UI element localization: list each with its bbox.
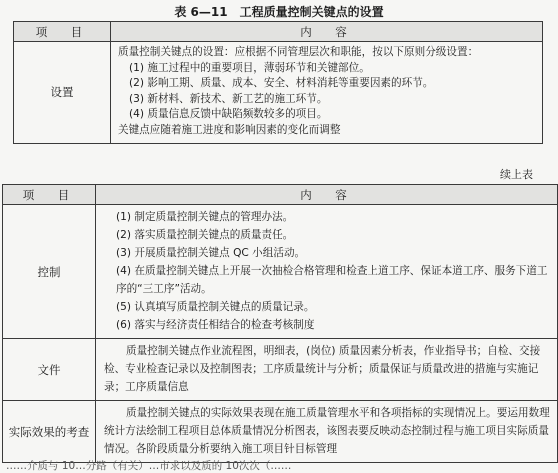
row-item-control: 控制: [3, 205, 96, 339]
continued-label: 续上表: [500, 168, 533, 181]
row-item-setting: 设置: [14, 42, 111, 144]
content-line: (2) 影响工期、质量、成本、安全、材料消耗等重要因素的环节。: [129, 77, 434, 90]
table-row: [14, 42, 543, 144]
row-item-documents: 文件: [3, 339, 96, 401]
row-item-effect-review: 实际效果的考查: [3, 401, 96, 463]
header-content: 内 容: [96, 185, 558, 205]
table-row: [3, 205, 558, 339]
content-line: (3) 开展质量控制关键点 QC 小组活动。: [116, 247, 306, 259]
content-line: (2) 落实质量控制关键点的质量责任。: [116, 229, 294, 241]
row-content-documents: 质量控制关键点作业流程图，明细表，(岗位) 质量因素分析表，作业指导书；自检、交接检、专业检查记录以及控制图表；工序质量统计与分析；质量保证与质量改进的措施与实施记录；工序质量信息: [96, 339, 558, 401]
table-row: [3, 339, 558, 401]
content-line: 质量控制关键点的设置：应根据不同管理层次和职能，按以下原则分级设置：: [118, 46, 479, 58]
page-footer-text: ……介质与 10…分路（有关）…市求以及质的 10次次（……: [6, 460, 292, 472]
control-point-setting-table: [13, 21, 543, 144]
table-title: 表 6—11 工程质量控制关键点的设置: [174, 5, 384, 19]
table-header-row: [14, 22, 543, 42]
header-content: 内 容: [111, 22, 543, 42]
content-line: 关键点应随着施工进度和影响因素的变化而调整: [118, 123, 341, 136]
content-line: (1) 施工过程中的重要项目，薄弱环节和关键部位。: [129, 61, 370, 74]
content-line: (1) 制定质量控制关键点的管理办法。: [116, 211, 294, 223]
header-item: 项 目: [14, 22, 111, 42]
content-line: (4) 在质量控制关键点上开展一次抽检合格管理和检查上道工序、保证本道工序、服务下道工序的“三工序”活动。: [116, 265, 548, 295]
content-line: (5) 认真填写质量控制关键点的质量记录。: [116, 301, 315, 313]
row-content-effect-review: 质量控制关键点的实际效果表现在施工质量管理水平和各项指标的实现情况上。要运用数理统计方法绘制工程项目总体质量情况分析图表，该图表要反映动态控制过程与施工项目实际质量情况。各阶段质量分析要纳入施工项目针目标管理: [96, 401, 558, 463]
row-content-setting: [111, 42, 543, 144]
content-line: (3) 新材料、新技术、新工艺的施工环节。: [129, 92, 328, 105]
row-content-control: [96, 205, 558, 339]
header-item: 项 目: [3, 185, 96, 205]
table-header-row: [3, 185, 558, 205]
content-line: (6) 落实与经济责任相结合的检查考核制度: [116, 319, 315, 331]
table-row: [3, 401, 558, 463]
content-line: (4) 质量信息反馈中缺陷频数较多的项目。: [129, 108, 328, 121]
control-point-continued-table: [2, 184, 558, 463]
